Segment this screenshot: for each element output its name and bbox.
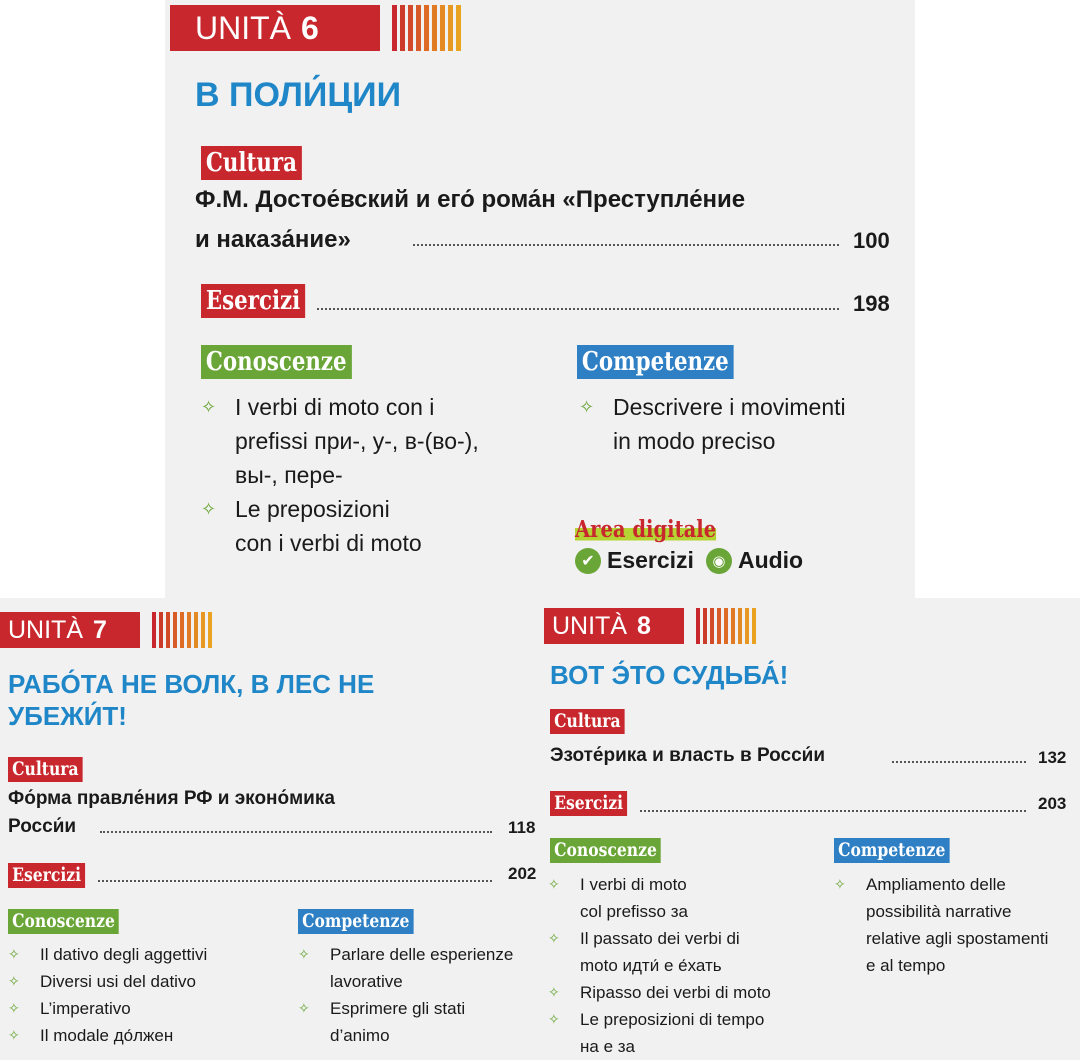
conoscenze-tag: Conoscenze [550,838,661,863]
diamond-bullet-icon: ✧ [298,946,310,962]
unit-6-label-box [170,5,380,51]
unit-6-title: В ПОЛИ́ЦИИ [195,76,402,114]
unit-7-title-line2: УБЕЖИ́Т! [8,701,127,731]
cultura-page-number[interactable]: 132 [1038,748,1067,767]
cultura-tag: Cultura [550,709,625,734]
diamond-bullet-icon: ✧ [8,1000,20,1016]
list-item-text: prefissi при-, у-, в-(во-), [235,428,479,454]
diamond-bullet-icon: ✧ [201,397,217,417]
diamond-bullet-icon: ✧ [548,876,560,892]
diamond-bullet-icon: ✧ [548,1011,560,1027]
list-item-text: Le preposizioni di tempo [580,1010,765,1029]
list-item-text: Esprimere gli stati [330,999,466,1018]
list-item [830,871,1075,979]
list-item [4,1022,284,1049]
unit-7-title-line1: РАБО́ТА НЕ ВОЛК, В ЛЕС НЕ [8,669,375,699]
list-item-text: Parlare delle esperienze [330,945,514,964]
list-item-text: Il modale до́лжен [40,1026,174,1045]
conoscenze-list [544,871,824,1060]
diamond-bullet-icon: ✧ [201,499,217,519]
diamond-bullet-icon: ✧ [8,946,20,962]
unit-7-panel [0,598,548,1060]
list-item-text: Il passato dei verbi di [580,929,740,948]
cultura-title-line1[interactable]: Ф.М. Достое́вский и его́ рома́н «Преступле́ние [195,186,746,213]
dotted-leader [317,308,839,310]
esercizi-page-number[interactable]: 203 [1038,794,1067,813]
diamond-bullet-icon: ✧ [548,930,560,946]
cultura-tag: Cultura [201,146,302,180]
audio-icon[interactable]: ◉ [706,548,732,574]
conoscenze-tag: Conoscenze [8,909,119,934]
unit-8-label-box [544,608,684,644]
competenze-list [830,871,1075,979]
list-item-text: Diversi usi del dativo [40,972,196,991]
digitale-esercizi-link[interactable]: Esercizi [607,547,694,573]
cultura-title-line2[interactable]: и наказа́ние» [195,226,351,253]
area-digitale [575,516,815,574]
unit-6-header [170,5,464,51]
conoscenze-list [4,941,284,1049]
check-icon[interactable]: ✔ [575,548,601,574]
decorative-stripes [152,612,215,648]
unit-6-panel [165,0,915,600]
unit-number: 6 [301,9,319,46]
cultura-title-line1[interactable]: Эзоте́рика и власть в Росси́и [550,745,825,766]
unit-8-panel [540,598,1080,1060]
list-item-text: на e за [580,1037,635,1056]
decorative-stripes [696,608,759,644]
decorative-stripes [392,5,464,51]
esercizi-tag[interactable]: Esercizi [8,863,85,888]
list-item-text: Le preposizioni [235,496,390,522]
list-item-text: L’imperativo [40,999,131,1018]
list-item-text: Ampliamento delle [866,875,1006,894]
list-item [544,979,824,1006]
list-item [4,995,284,1022]
list-item [294,941,544,995]
list-item [544,925,824,979]
diamond-bullet-icon: ✧ [298,1000,310,1016]
cultura-tag: Cultura [8,757,83,782]
list-item-text: lavorative [330,972,403,991]
list-item [195,390,575,492]
conoscenze-list [195,390,575,560]
dotted-leader [640,810,1026,812]
list-item-text: I verbi di moto [580,875,687,894]
diamond-bullet-icon: ✧ [8,1027,20,1043]
diamond-bullet-icon: ✧ [579,397,595,417]
list-item-text: d’animo [330,1026,390,1045]
list-item [544,1006,824,1060]
esercizi-page-number[interactable]: 198 [853,291,890,316]
list-item [4,941,284,968]
list-item [4,968,284,995]
list-item-text: Il dativo degli aggettivi [40,945,208,964]
cultura-page-number[interactable]: 118 [508,818,536,837]
diamond-bullet-icon: ✧ [548,984,560,1000]
list-item [294,995,544,1049]
dotted-leader [413,244,839,246]
unit-7-label-box [0,612,140,648]
diamond-bullet-icon: ✧ [834,876,846,892]
list-item-text: вы-, пере- [235,462,343,488]
esercizi-tag[interactable]: Esercizi [550,791,627,816]
esercizi-tag[interactable]: Esercizi [201,284,305,318]
list-item-text: relative agli spostamenti [866,929,1049,948]
dotted-leader [892,761,1026,763]
unit-number: 8 [637,611,651,640]
unit-7-header [0,612,215,648]
dotted-leader [98,880,492,882]
dotted-leader [100,831,492,833]
list-item-text: e al tempo [866,956,946,975]
list-item-text: moto идти́ e е́хать [580,956,722,975]
unit-number: 7 [93,615,107,644]
list-item-text: I verbi di moto con i [235,394,435,420]
cultura-page-number[interactable]: 100 [853,228,890,253]
list-item-text: in modo preciso [613,428,776,454]
list-item [195,492,575,560]
list-item-text: con i verbi di moto [235,530,422,556]
competenze-tag: Competenze [577,345,734,379]
unit-label: UNITÀ [195,9,291,46]
unit-label: UNITÀ [552,611,627,640]
unit-7-title [8,668,374,732]
list-item [573,390,903,458]
list-item-text: Ripasso dei verbi di moto [580,983,771,1002]
competenze-tag: Competenze [298,909,413,934]
unit-8-header [544,608,759,644]
area-digitale-label: Area digitale [575,516,717,543]
conoscenze-tag: Conoscenze [201,345,351,379]
list-item-text: Descrivere i movimenti [613,394,846,420]
competenze-list [294,941,544,1049]
competenze-list [573,390,903,458]
cultura-title-line1[interactable]: Фо́рма правле́ния РФ и эконо́мика [8,788,335,809]
unit-8-title: ВОТ Э́ТО СУДЬБА́! [550,660,789,690]
diamond-bullet-icon: ✧ [8,973,20,989]
unit-label: UNITÀ [8,615,83,644]
list-item-text: possibilità narrative [866,902,1012,921]
list-item-text: col prefisso за [580,902,688,921]
cultura-title-line2[interactable]: Росси́и [8,816,77,837]
esercizi-page-number[interactable]: 202 [508,864,537,883]
competenze-tag: Competenze [834,838,949,863]
digitale-audio-link[interactable]: Audio [737,547,804,573]
list-item [544,871,824,925]
